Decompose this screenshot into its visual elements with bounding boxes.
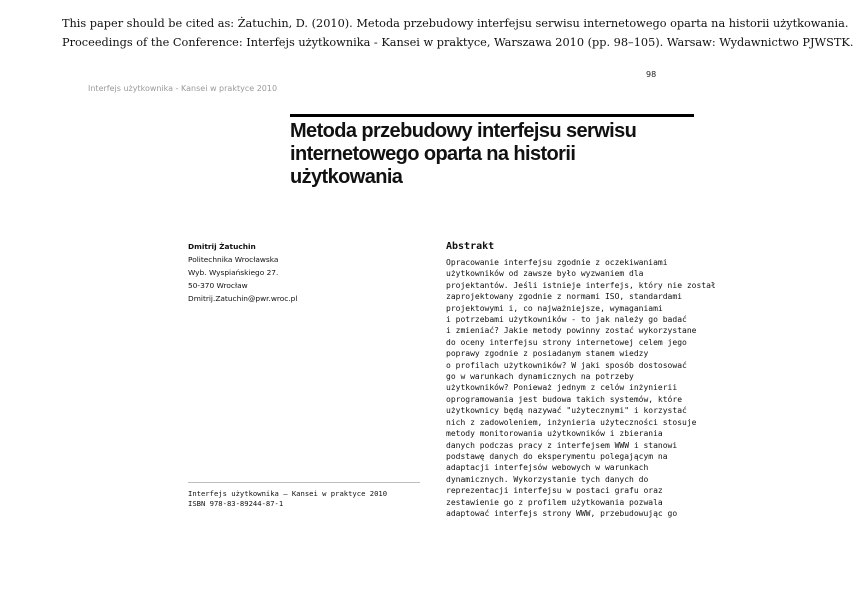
abstract-line: zaprojektowany zgodnie z normami ISO, standardami — [446, 292, 683, 302]
footer-note — [188, 489, 387, 508]
abstract-line: danych podczas pracy z interfejsem WWW i stanowi — [446, 440, 678, 450]
abstract-line: poprawy zgodnie z posiadanym stanem wiedzy — [446, 349, 649, 359]
title-line: Metoda przebudowy interfejsu serwisu — [290, 120, 637, 142]
abstract-line: zestawienie go z profilem użytkowania pozwala — [446, 497, 663, 507]
abstract-line: metody monitorowania użytkowników i zbierania — [446, 429, 663, 439]
abstract-line: i potrzebami użytkowników - to jak należy go badać — [446, 315, 687, 325]
author-city: 50-370 Wrocław — [188, 281, 248, 290]
abstract-line: adaptacji interfejsów webowych w warunkach — [446, 463, 649, 473]
abstract-line: Opracowanie interfejsu zgodnie z oczekiwaniami — [446, 258, 668, 267]
abstract-line: podstawę danych do eksperymentu polegającym na — [446, 451, 668, 461]
abstract-heading: Abstrakt — [446, 241, 495, 252]
title-line: użytkowania — [290, 166, 403, 188]
abstract-line: reprezentacji interfejsu w postaci grafu oraz — [446, 486, 663, 496]
abstract-line: użytkowników? Ponieważ jednym z celów inżynierii — [446, 383, 678, 393]
citation-note — [62, 14, 853, 52]
author-street: Wyb. Wyspiańskiego 27. — [188, 268, 279, 277]
citation-line: This paper should be cited as: Żatuchin, D. (2010). Metoda przebudowy interfejsu serwisu internetowego oparta na historii użytkowania. — [62, 17, 849, 30]
footer-conference: Interfejs użytkownika – Kansei w praktyce 2010 — [188, 489, 388, 498]
abstract-line: adaptować interfejs strony WWW, przebudowując go — [446, 508, 678, 518]
abstract-body — [446, 257, 746, 519]
abstract-line: do oceny interfejsu strony internetowej celem jego — [446, 337, 687, 347]
footer-rule — [188, 482, 420, 483]
abstract-line: projektantów. Jeśli istnieje interfejs, który nie został — [446, 280, 716, 290]
page-number: 98 — [646, 70, 657, 79]
paper-title — [290, 120, 700, 189]
abstract-line: go w warunkach dynamicznych na potrzeby — [446, 372, 634, 382]
author-block — [188, 240, 297, 305]
abstract-line: użytkownicy będą nazywać "użytecznymi" i korzystać — [446, 406, 687, 416]
abstract-line: projektowymi i, co najważniejsze, wymaganiami — [446, 303, 663, 313]
abstract-line: oprogramowania jest budowa takich systemów, które — [446, 394, 683, 404]
author-name: Dmitrij Żatuchin — [188, 242, 256, 251]
citation-line: Proceedings of the Conference: Interfejs użytkownika - Kansei w praktyce, Warszawa 2010 (pp. 98–105). Warsaw: Wydawnictwo PJWSTK. — [62, 36, 853, 49]
footer-isbn: ISBN 978-83-89244-87-1 — [188, 498, 284, 508]
title-line: internetowego oparta na historii — [290, 143, 576, 165]
abstract-line: dynamicznych. Wykorzystanie tych danych do — [446, 474, 649, 484]
abstract-line: o profilach użytkowników? W jaki sposób dostosować — [446, 360, 687, 370]
abstract-line: użytkowników od zawsze było wyzwaniem dla — [446, 269, 644, 279]
title-rule — [290, 114, 694, 117]
author-affiliation: Politechnika Wrocławska — [188, 255, 279, 264]
abstract-line: i zmieniać? Jakie metody powinny zostać wykorzystane — [446, 326, 697, 336]
author-email: Dmitrij.Zatuchin@pwr.wroc.pl — [188, 294, 298, 303]
abstract-line: nich z zadowoleniem, inżynieria użyteczności stosuje — [446, 417, 697, 427]
running-header: Interfejs użytkownika - Kansei w praktyce 2010 — [88, 84, 278, 93]
